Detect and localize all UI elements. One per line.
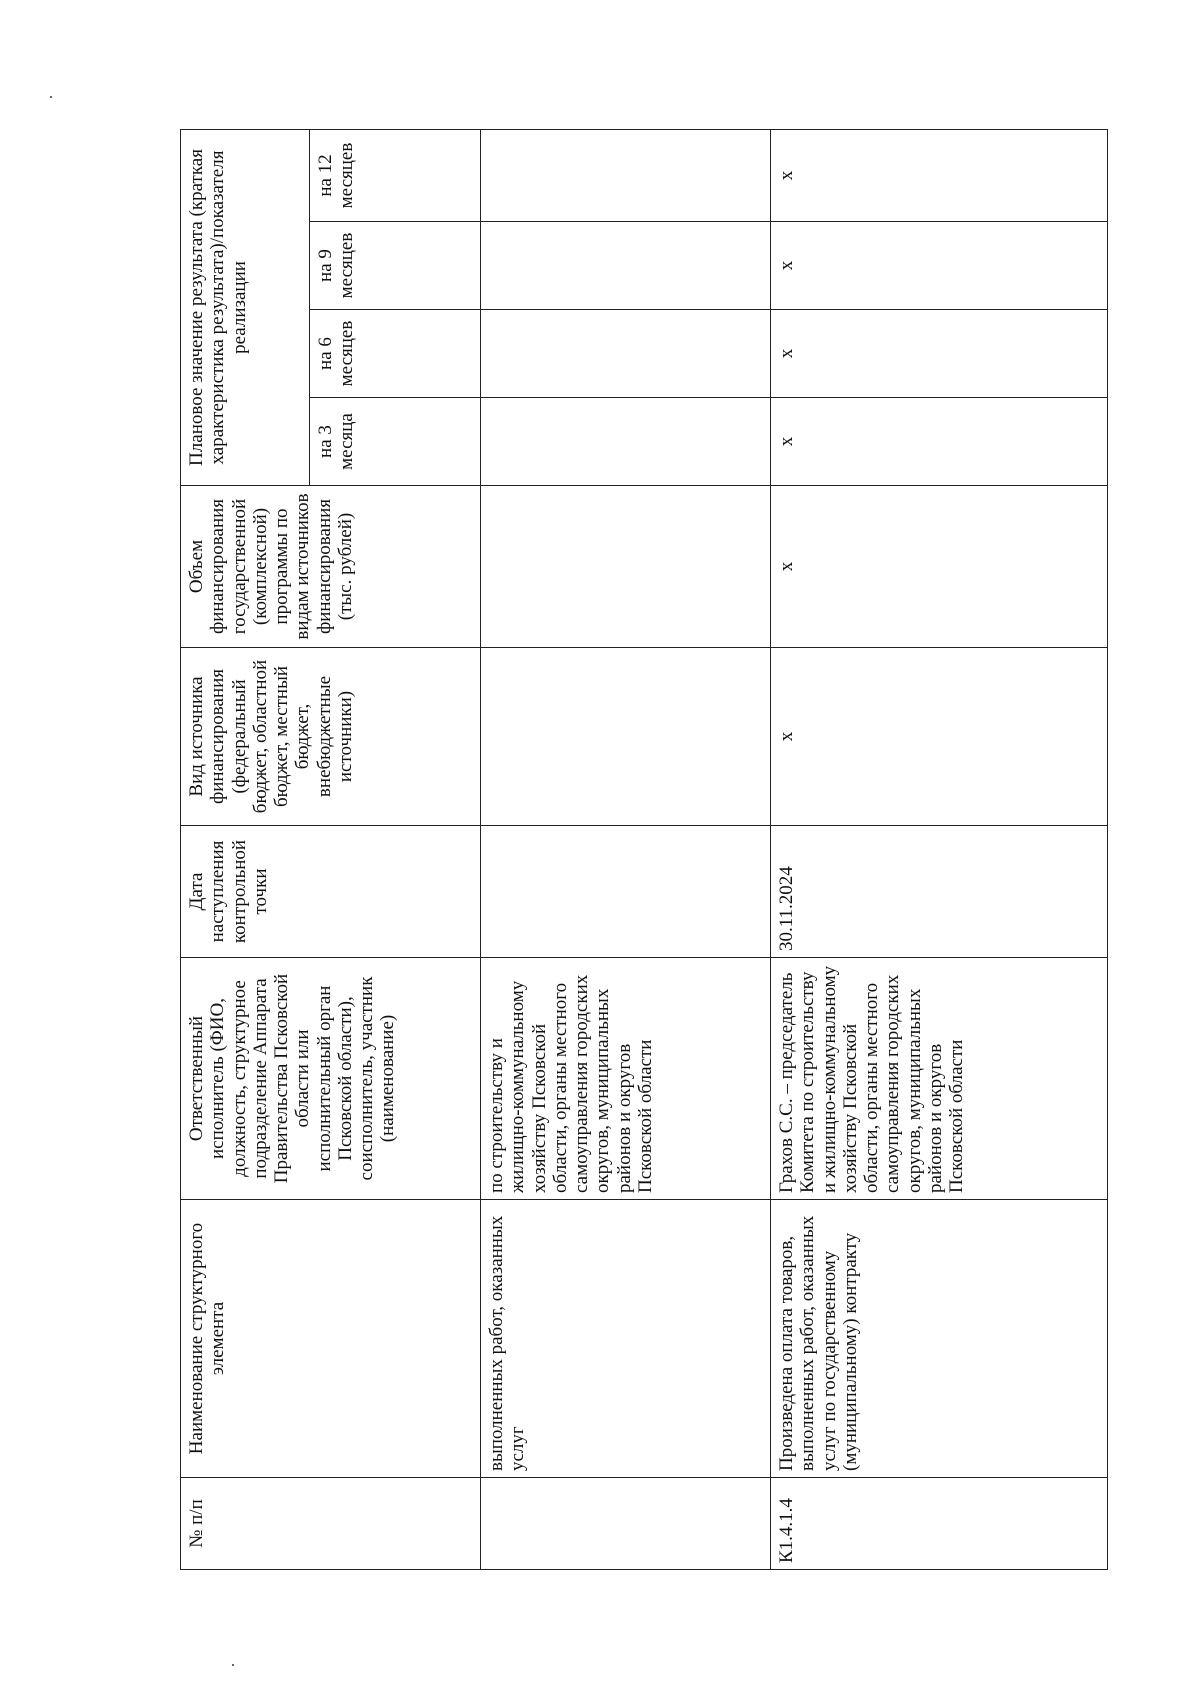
cell-date [481, 826, 771, 958]
cell-m6: х [771, 310, 1108, 398]
cell-source: х [771, 648, 1108, 826]
cell-m9: х [771, 222, 1108, 310]
cell-name: выполненных работ, оказанных услуг [481, 1200, 771, 1478]
cell-m9 [481, 222, 771, 310]
table-row [771, 129, 1108, 1569]
cell-m3 [481, 398, 771, 486]
cell-volume [481, 486, 771, 648]
cell-name: Произведена оплата товаров, выполненных работ, оказанных услуг по государственному (муниципальному) контракту [771, 1200, 1108, 1478]
cell-m3: х [771, 398, 1108, 486]
header-m9: на 9 месяцев [310, 222, 481, 310]
header-planned: Плановое значение результата (краткая характеристика результата)/показателя реализации [181, 129, 310, 485]
header-num: № п/п [181, 1478, 481, 1570]
cell-num: К1.4.1.4 [771, 1478, 1108, 1570]
scan-speck [50, 96, 52, 98]
document-sheet [180, 130, 1108, 1570]
header-volume: Объем финансирования государственной (комплексной) программы по видам источников финансирования (тыс. рублей) [181, 486, 481, 648]
rotated-page [180, 130, 1108, 1570]
cell-m12 [481, 129, 771, 221]
header-responsible: Ответственный исполнитель (ФИО, должность, структурное подразделение Аппарата Правительства Псковской области или исполнительный орган Псковской области), соисполнитель, участник (наименование) [181, 958, 481, 1200]
header-m12: на 12 месяцев [310, 129, 481, 221]
cell-date: 30.11.2024 [771, 826, 1108, 958]
control-points-table [180, 129, 1108, 1570]
table-row [481, 129, 771, 1569]
table-header-row [181, 129, 310, 1569]
cell-m12: х [771, 129, 1108, 221]
cell-m6 [481, 310, 771, 398]
header-m6: на 6 месяцев [310, 310, 481, 398]
header-date: Дата наступления контрольной точки [181, 826, 481, 958]
cell-num [481, 1478, 771, 1570]
cell-source [481, 648, 771, 826]
scan-speck [232, 1664, 234, 1666]
cell-responsible: Грахов С.С. – председатель Комитета по строительству и жилищно-коммунальному хозяйству Псковской области, органы местного самоуправления городских округов, муниципальных районов и округов Псковской области [771, 958, 1108, 1200]
header-name: Наименование структурного элемента [181, 1200, 481, 1478]
header-m3: на 3 месяца [310, 398, 481, 486]
header-source: Вид источника финансирования (федеральный бюджет, областной бюджет, местный бюджет, внебюджетные источники) [181, 648, 481, 826]
cell-volume: х [771, 486, 1108, 648]
cell-responsible: по строительству и жилищно-коммунальному хозяйству Псковской области, органы местного самоуправления городских округов, муниципальных районов и округов Псковской области [481, 958, 771, 1200]
